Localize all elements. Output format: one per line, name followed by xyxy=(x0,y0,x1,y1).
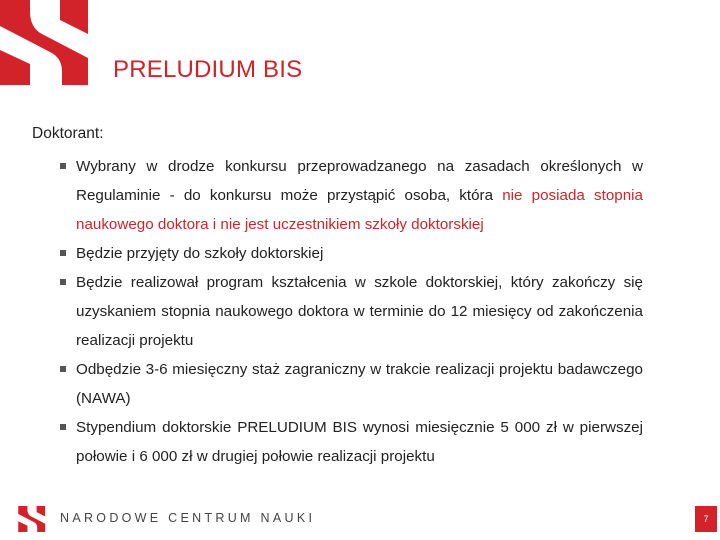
bullet-text: Wybrany w drodze konkursu przeprowadzanego na zasadach określonych w Regulaminie - do konkursu może przystąpić osoba, która xyxy=(76,158,643,204)
bullet-text: Odbędzie 3-6 miesięczny staż zagraniczny w trakcie realizacji projektu badawczego (NAWA) xyxy=(76,361,643,407)
bullet-list xyxy=(60,152,643,471)
bullet-text: Będzie przyjęty do szkoły doktorskiej xyxy=(76,245,324,262)
bullet-highlight-text: nie posiada stopnia naukowego doktora i nie jest uczestnikiem szkoły doktorskiej xyxy=(76,187,643,233)
bullet-item xyxy=(60,268,643,355)
page-number-badge: 7 xyxy=(695,506,717,532)
bullet-item xyxy=(60,152,643,239)
slide-title: PRELUDIUM BIS xyxy=(113,56,303,83)
footer-org-name: NARODOWE CENTRUM NAUKI xyxy=(60,511,316,525)
section-label: Doktorant: xyxy=(32,125,104,142)
ncn-footer-logo-icon xyxy=(18,506,46,532)
bullet-text: Stypendium doktorskie PRELUDIUM BIS wynosi miesięcznie 5 000 zł w pierwszej połowie i 6 000 zł w drugiej połowie realizacji projektu xyxy=(76,419,643,465)
bullet-item xyxy=(60,355,643,413)
bullet-item xyxy=(60,413,643,471)
bullet-text: Będzie realizował program kształcenia w szkole doktorskiej, który zakończy się uzyskaniem stopnia naukowego doktora w terminie do 12 miesięcy od zakończenia realizacji projektu xyxy=(76,274,643,349)
bullet-item xyxy=(60,239,643,268)
ncn-logo-icon xyxy=(0,0,90,85)
